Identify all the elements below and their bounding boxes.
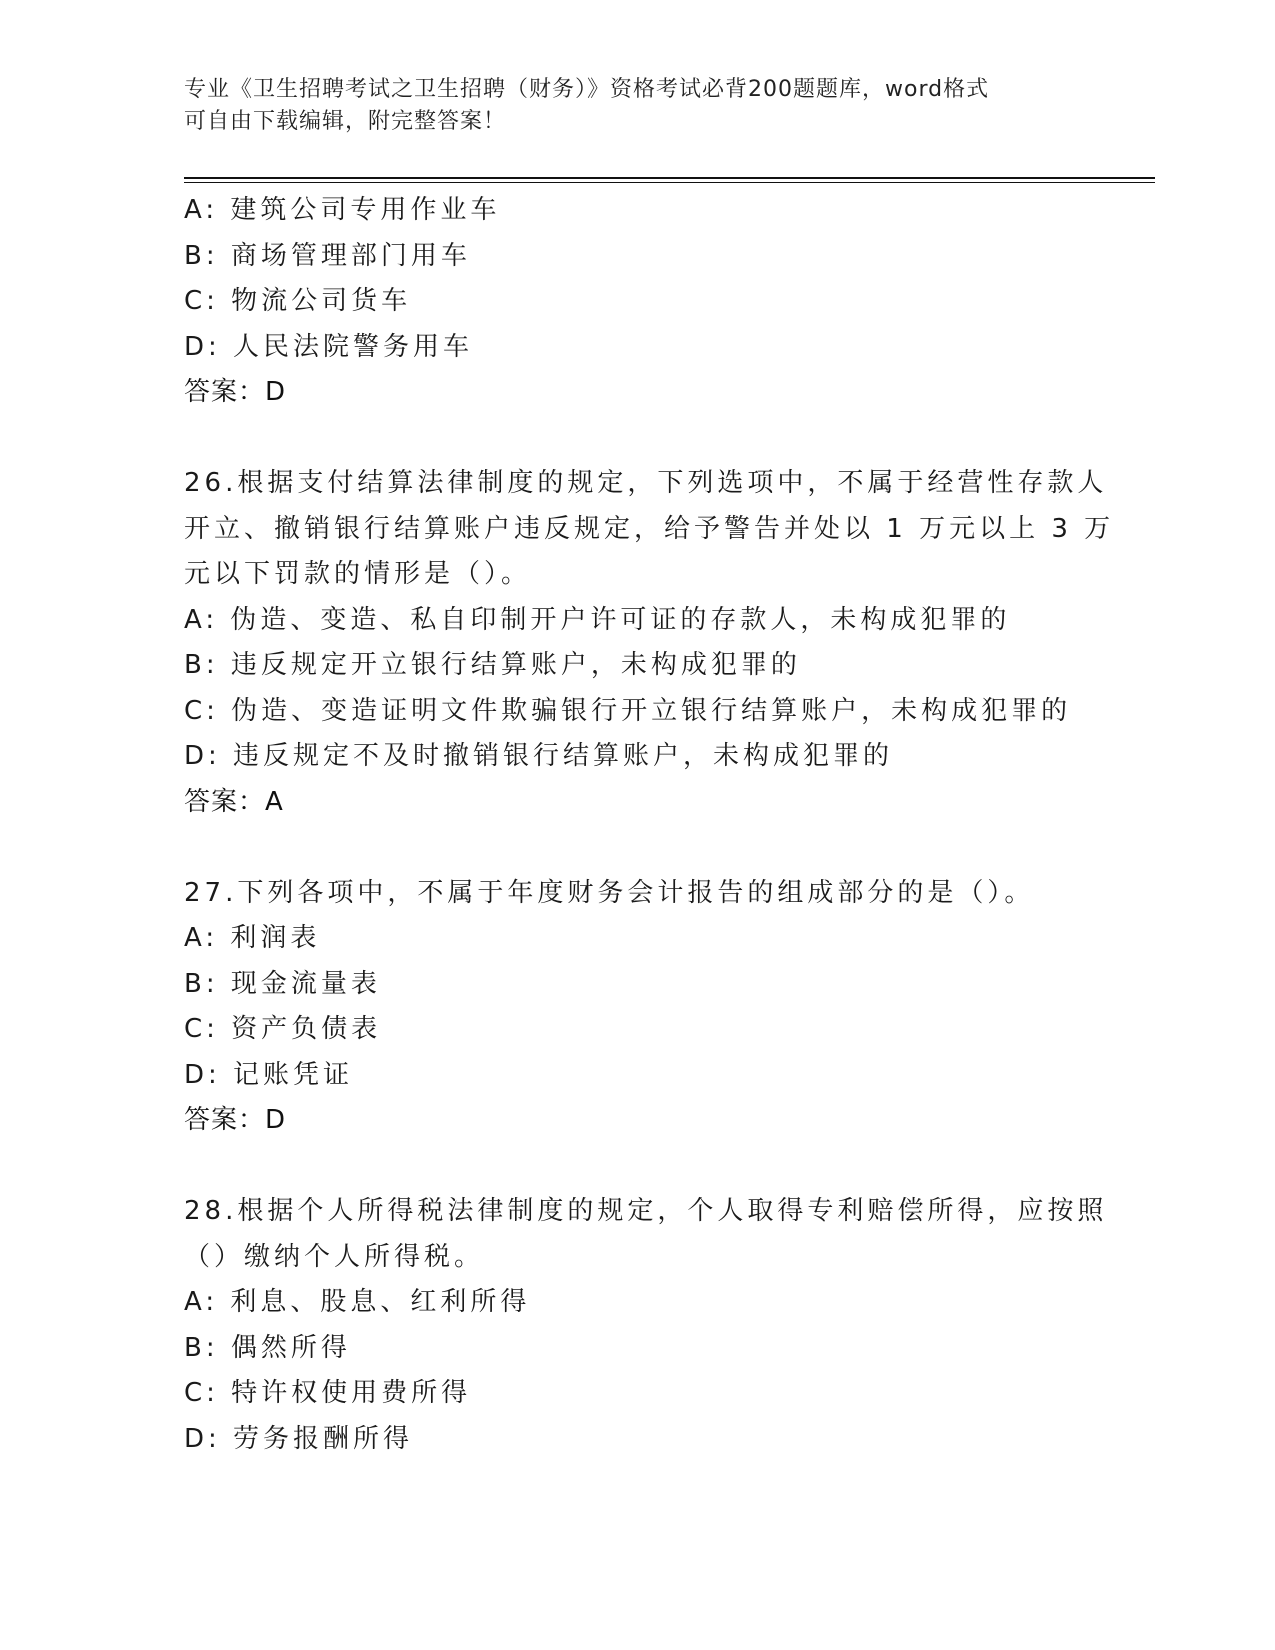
document-header bbox=[184, 74, 1084, 138]
q26-option-d: D: 违反规定不及时撤销银行结算账户，未构成犯罪的 bbox=[184, 741, 894, 771]
spacer bbox=[184, 1144, 1084, 1190]
q28-option-b: B: 偶然所得 bbox=[184, 1332, 351, 1363]
q26-answer: 答案：A bbox=[184, 786, 284, 817]
q25-option-c: C: 物流公司货车 bbox=[184, 286, 412, 316]
question-28-block bbox=[184, 1189, 1108, 1462]
q26-stem-line-1: 26.根据支付结算法律制度的规定，下列选项中，不属于经营性存款人 bbox=[184, 468, 1108, 498]
q28-option-a: A: 利息、股息、红利所得 bbox=[184, 1287, 531, 1317]
q28-stem-line-2: （）缴纳个人所得税。 bbox=[184, 1241, 485, 1272]
q28-option-c: C: 特许权使用费所得 bbox=[184, 1378, 472, 1408]
q28-stem-line-1: 28.根据个人所得税法律制度的规定，个人取得专利赔偿所得，应按照 bbox=[184, 1196, 1108, 1226]
question-content bbox=[184, 188, 1115, 1462]
q27-answer: 答案：D bbox=[184, 1105, 287, 1135]
header-divider-thick bbox=[184, 177, 1155, 179]
spacer bbox=[184, 825, 1084, 871]
q28-option-d: D: 劳务报酬所得 bbox=[184, 1423, 414, 1454]
q25-option-b: B: 商场管理部门用车 bbox=[184, 240, 471, 271]
q26-option-c: C: 伪造、变造证明文件欺骗银行开立银行结算账户，未构成犯罪的 bbox=[184, 695, 1072, 726]
question-25-block bbox=[184, 188, 1084, 416]
q27-option-a: A: 利润表 bbox=[184, 923, 321, 953]
question-26-block bbox=[184, 461, 1115, 825]
q26-option-a: A: 伪造、变造、私自印制开户许可证的存款人，未构成犯罪的 bbox=[184, 604, 1011, 635]
q26-option-b: B: 违反规定开立银行结算账户，未构成犯罪的 bbox=[184, 650, 801, 680]
header-line-2: 可自由下载编辑，附完整答案！ bbox=[184, 109, 507, 134]
spacer bbox=[184, 416, 1084, 462]
q25-option-a: A: 建筑公司专用作业车 bbox=[184, 195, 501, 225]
q27-option-d: D: 记账凭证 bbox=[184, 1059, 354, 1090]
header-line-1: 专业《卫生招聘考试之卫生招聘（财务）》资格考试必背200题题库，word格式 bbox=[184, 77, 990, 102]
q27-option-b: B: 现金流量表 bbox=[184, 968, 381, 999]
q25-answer: 答案：D bbox=[184, 377, 287, 407]
q27-option-c: C: 资产负债表 bbox=[184, 1014, 382, 1044]
header-divider-thin bbox=[184, 182, 1155, 183]
q26-stem-line-3: 元以下罚款的情形是（）。 bbox=[184, 559, 532, 589]
question-27-block bbox=[184, 871, 1084, 1144]
q27-stem-line-1: 27.下列各项中，不属于年度财务会计报告的组成部分的是（）。 bbox=[184, 877, 1035, 908]
q26-stem-line-2: 开立、撤销银行结算账户违反规定，给予警告并处以 1 万元以上 3 万 bbox=[184, 513, 1115, 544]
q25-option-d: D: 人民法院警务用车 bbox=[184, 331, 474, 362]
